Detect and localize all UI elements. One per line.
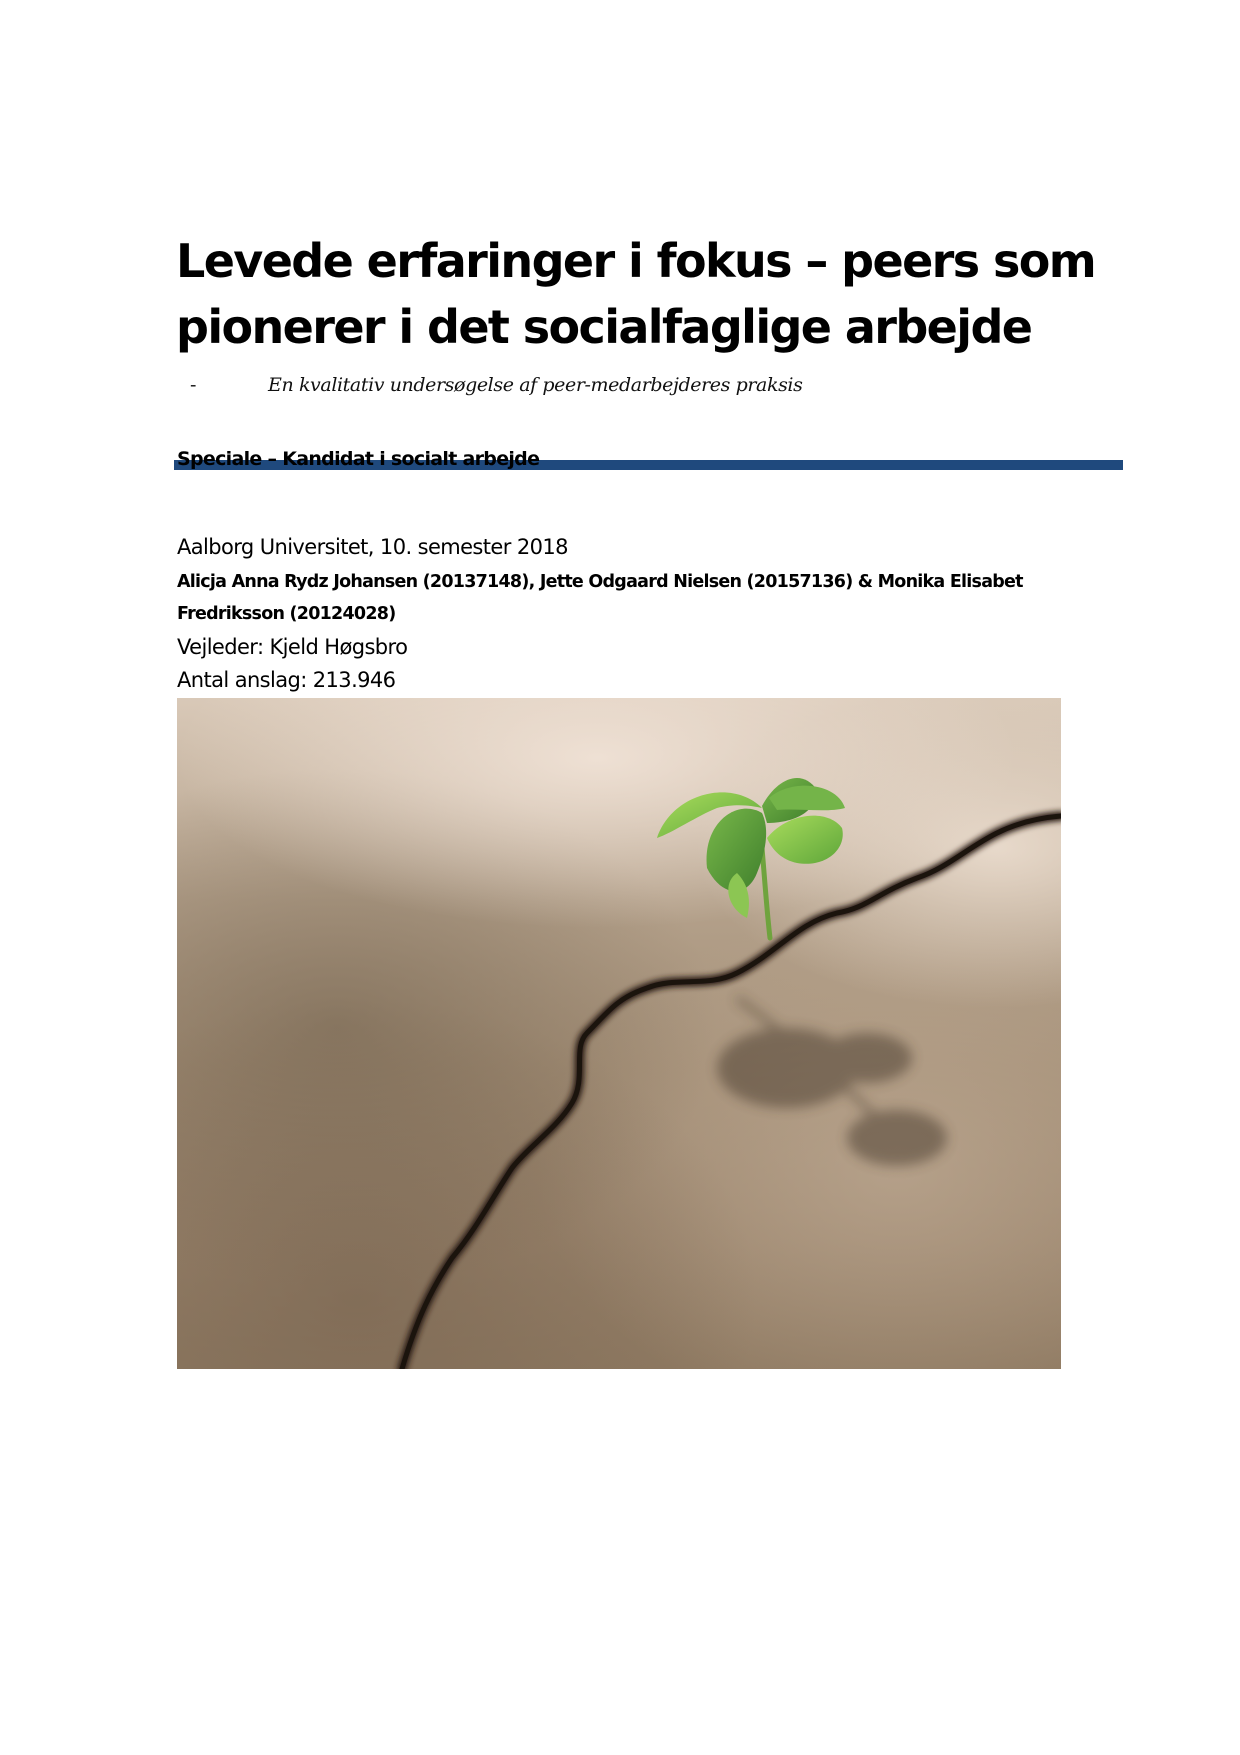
authors: Alicja Anna Rydz Johansen (20137148), Jette Odgaard Nielsen (20157136) & Monika Elisabet Fredriksson (20124028) bbox=[177, 572, 1023, 624]
supervisor: Vejleder: Kjeld Høgsbro bbox=[177, 635, 408, 659]
document-title: Levede erfaringer i fokus – peers som pionerer i det socialfaglige arbejde bbox=[176, 234, 1096, 354]
subtitle-row bbox=[190, 370, 1090, 400]
subtitle-bullet: - bbox=[190, 374, 197, 396]
seedling-stem bbox=[762, 848, 770, 938]
seedling-in-crack-illustration bbox=[177, 698, 1061, 1369]
seedling-leaves-icon bbox=[657, 778, 845, 918]
character-count: Antal anslag: 213.946 bbox=[177, 668, 396, 692]
cover-image bbox=[177, 698, 1061, 1369]
thesis-type: Speciale – Kandidat i socialt arbejde bbox=[177, 448, 540, 470]
plant-shadow bbox=[717, 998, 947, 1166]
document-subtitle: En kvalitativ undersøgelse af peer-medarbejderes praksis bbox=[268, 374, 803, 396]
university-semester: Aalborg Universitet, 10. semester 2018 bbox=[177, 535, 568, 559]
